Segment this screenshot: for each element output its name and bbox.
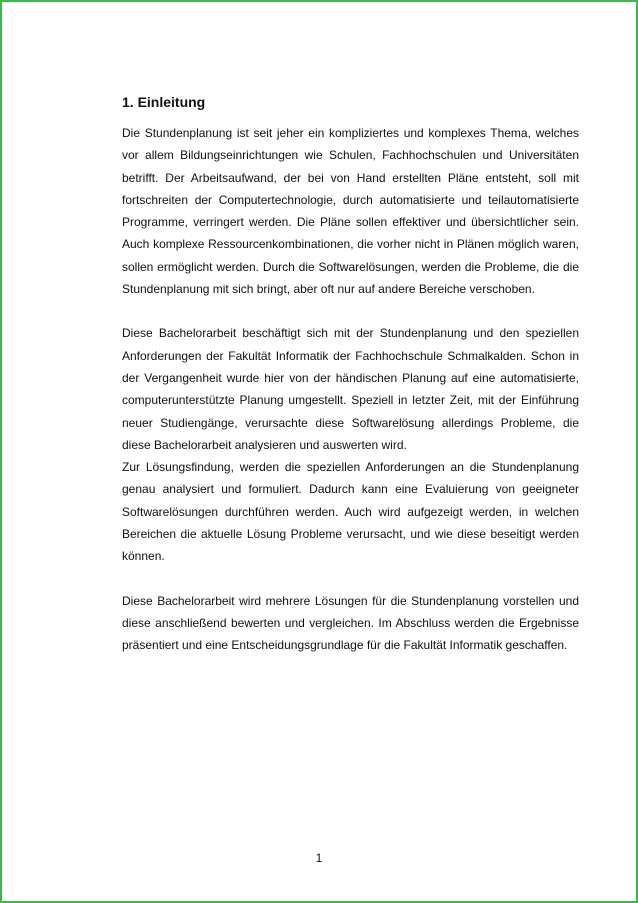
paragraph-spacer [122, 568, 579, 590]
document-body [122, 122, 579, 657]
paragraph-thesis-scope: Diese Bachelorarbeit beschäftigt sich mit der Stundenplanung und den speziellen Anforderungen der Fakultät Informatik der Fachhochschule Schmalkalden. Schon in der Vergangenheit wurde hier von der händischen Planung auf eine automatisierte, computerunterstützte Planung umgestellt. Speziell in letzter Zeit, mit der Einführung neuer Studiengänge, verursachte diese Softwarelösung allerdings Probleme, die diese Bachelorarbeit analysieren und auswerten wird. [122, 326, 579, 452]
paragraph-spacer [122, 300, 579, 322]
section-heading: 1. Einleitung [122, 94, 206, 110]
paragraph-intro: Die Stundenplanung ist seit jeher ein kompliziertes und komplexes Thema, welches vor allem Bildungseinrichtungen wie Schulen, Fachhochschulen und Universitäten betrifft. Der Arbeitsaufwand, der bei von Hand erstellten Pläne entsteht, soll mit fortschreiten der Computertechnologie, durch automatisierte und teilautomatisierte Programme, verringert werden. Die Pläne sollen effektiver und übersichtlicher sein. Auch komplexe Ressourcenkombinationen, die vorher nicht in Plänen möglich waren, sollen ermöglicht werden. Durch die Softwarelösungen, werden die Probleme, die die Stundenplanung mit sich bringt, aber oft nur auf andere Bereiche verschoben. [122, 126, 579, 297]
page-number: 1 [315, 851, 323, 865]
paragraph-solution-approach: Zur Lösungsfindung, werden die speziellen Anforderungen an die Stundenplanung genau analysiert und formuliert. Dadurch kann eine Evaluierung von geeigneter Softwarelösungen durchführen werden. Auch wird aufgezeigt werden, in welchen Bereichen die aktuelle Lösung Probleme verursacht, und wie diese beseitigt werden können. [122, 460, 579, 564]
paragraph-outlook: Diese Bachelorarbeit wird mehrere Lösungen für die Stundenplanung vorstellen und diese anschließend bewerten und vergleichen. Im Abschluss werden die Ergebnisse präsentiert und eine Entscheidungsgrundlage für die Fakultät Informatik geschaffen. [122, 593, 579, 653]
